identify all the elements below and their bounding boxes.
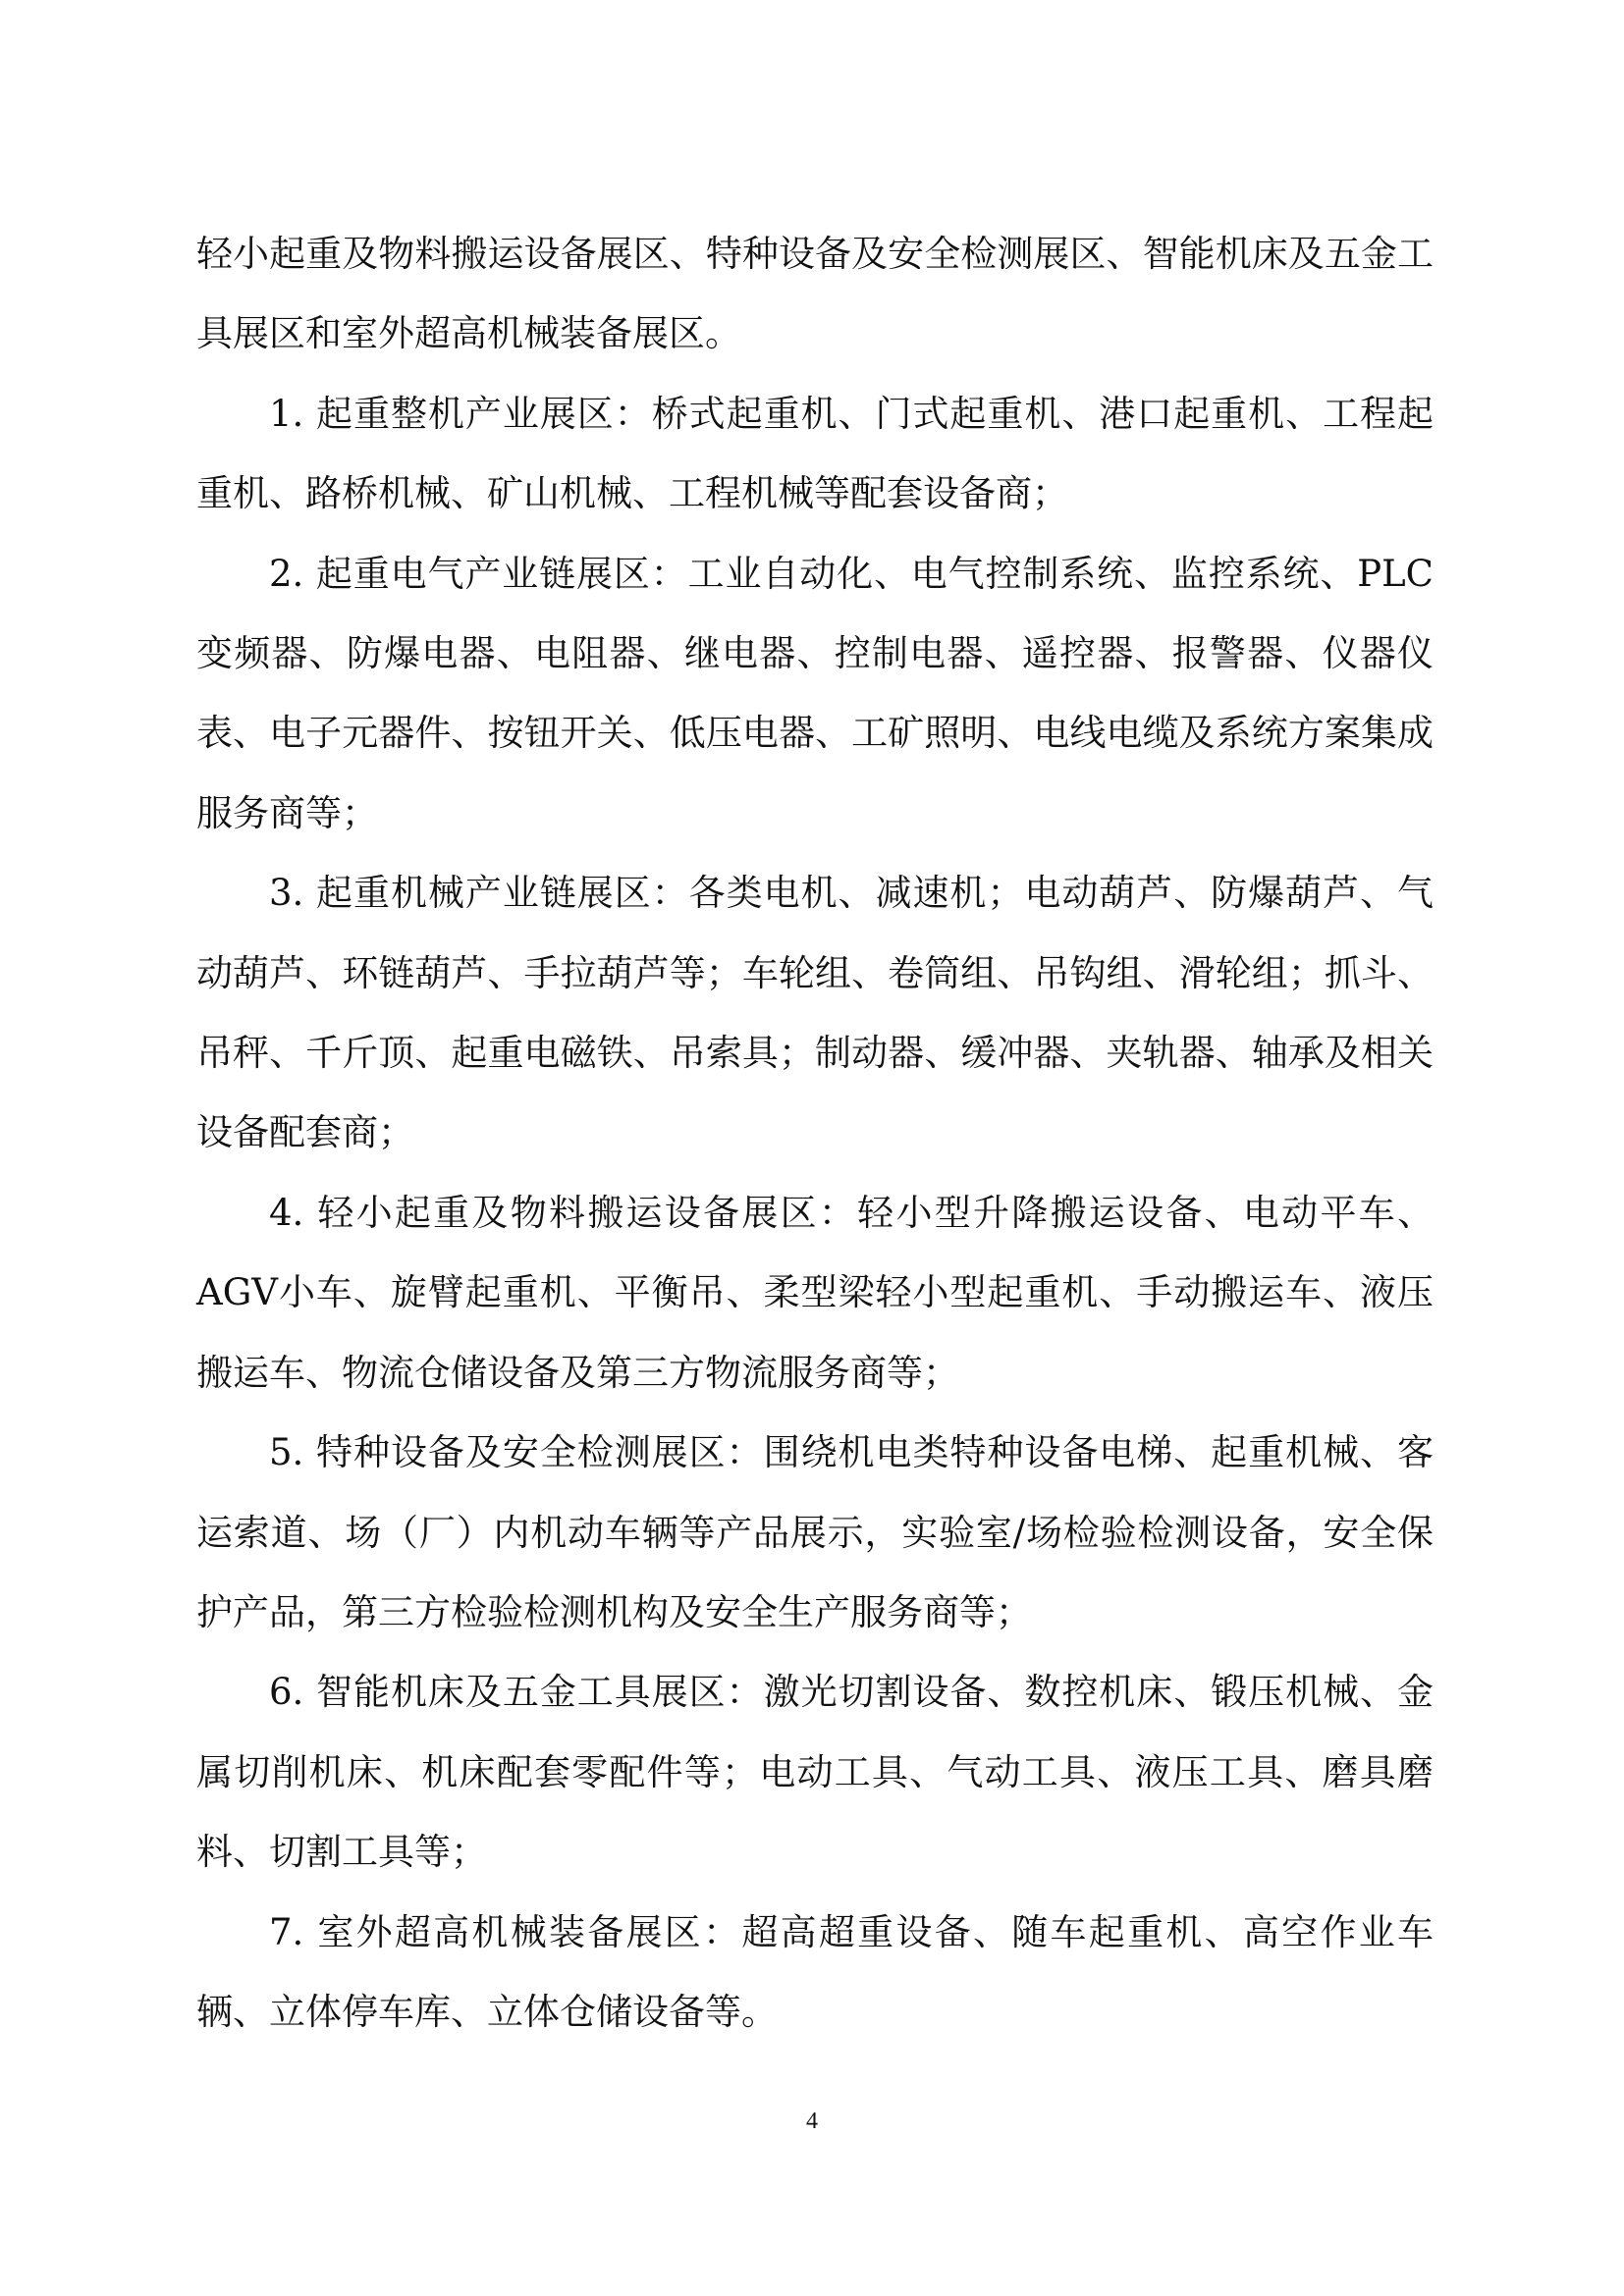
paragraph-item-1: 1. 起重整机产业展区：桥式起重机、门式起重机、港口起重机、工程起重机、路桥机械、矿山机械、工程机械等配套设备商； xyxy=(196,392,1434,515)
paragraph-item-5: 5. 特种设备及安全检测展区：围绕机电类特种设备电梯、起重机械、客运索道、场（厂）内机动车辆等产品展示，实验室/场检验检测设备，安全保护产品，第三方检验检测机构及安全生产服务商等； xyxy=(196,1431,1434,1633)
document-body xyxy=(196,214,1434,2052)
paragraph-continuation: 轻小起重及物料搬运设备展区、特种设备及安全检测展区、智能机床及五金工具展区和室外超高机械装备展区。 xyxy=(196,233,1434,355)
paragraph-item-3: 3. 起重机械产业链展区：各类电机、减速机；电动葫芦、防爆葫芦、气动葫芦、环链葫芦、手拉葫芦等；车轮组、卷筒组、吊钩组、滑轮组；抓斗、吊秤、千斤顶、起重电磁铁、吊索具；制动器、缓冲器、夹轨器、轴承及相关设备配套商； xyxy=(196,872,1434,1154)
paragraph-item-4: 4. 轻小起重及物料搬运设备展区：轻小型升降搬运设备、电动平车、AGV小车、旋臂起重机、平衡吊、柔型梁轻小型起重机、手动搬运车、液压搬运车、物流仓储设备及第三方物流服务商等； xyxy=(196,1191,1434,1394)
page-number: 4 xyxy=(806,2109,818,2134)
paragraph-item-7: 7. 室外超高机械装备展区：超高超重设备、随车起重机、高空作业车辆、立体停车库、立体仓储设备等。 xyxy=(196,1910,1434,2033)
paragraph-item-6: 6. 智能机床及五金工具展区：激光切割设备、数控机床、锻压机械、金属切削机床、机床配套零配件等；电动工具、气动工具、液压工具、磨具磨料、切割工具等； xyxy=(196,1671,1434,1874)
paragraph-item-2: 2. 起重电气产业链展区：工业自动化、电气控制系统、监控系统、PLC变频器、防爆电器、电阻器、继电器、控制电器、遥控器、报警器、仪器仪表、电子元器件、按钮开关、低压电器、工矿照明、电线电缆及系统方案集成服务商等； xyxy=(196,552,1434,834)
